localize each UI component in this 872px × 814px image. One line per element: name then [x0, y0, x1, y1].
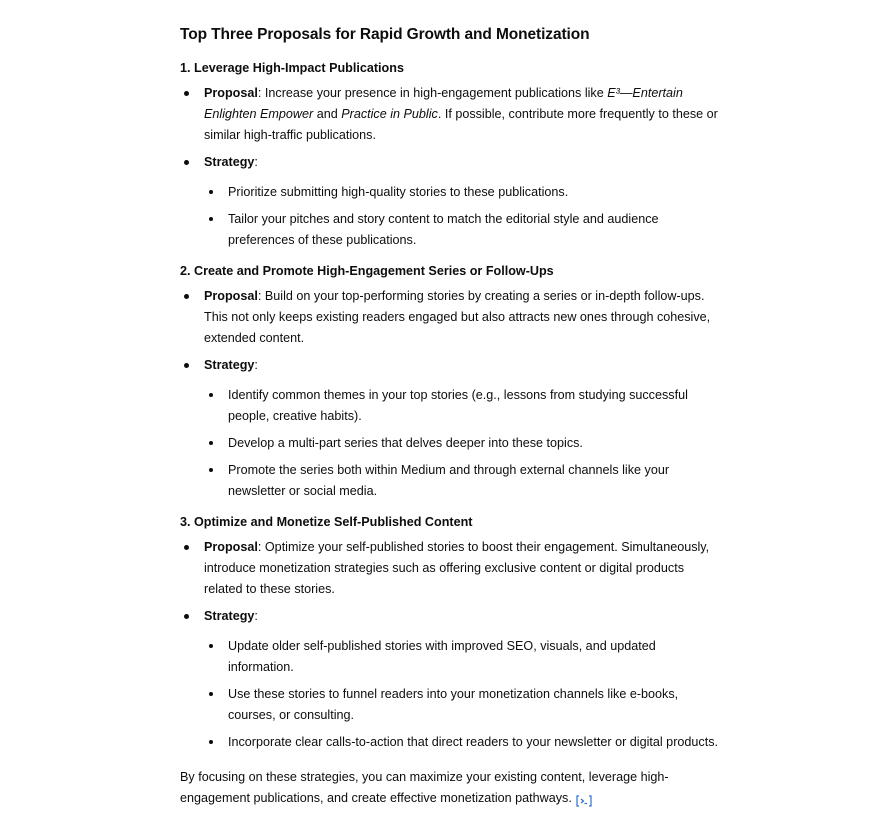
proposal-label: Proposal	[204, 540, 258, 554]
proposal-text: and	[313, 107, 342, 121]
publication-name: E³—Entertain Enlighten Empower	[204, 86, 683, 121]
proposal-label: Proposal	[204, 86, 258, 100]
list-item: Update older self-published stories with improved SEO, visuals, and updated information.	[204, 636, 725, 678]
closing-text: By focusing on these strategies, you can maximize your existing content, leverage high-engagement publications, and create effective monetization pathways.	[180, 770, 669, 805]
strategy-suffix: :	[254, 155, 258, 169]
proposal-text: . If possible, contribute more frequently to these or similar high-traffic publications.	[204, 107, 718, 142]
section-heading: 3. Optimize and Monetize Self-Published Content	[180, 515, 473, 529]
proposal-item	[180, 537, 725, 600]
proposal-item	[180, 286, 725, 349]
section-heading: 1. Leverage High-Impact Publications	[180, 61, 404, 75]
proposal-item	[180, 83, 725, 146]
strategy-label: Strategy	[204, 155, 255, 169]
proposal-text: : Optimize your self-published stories to boost their engagement. Simultaneously, introduce monetization strategies such as offering exclusive content or digital products related to these stories.	[204, 540, 710, 596]
closing-paragraph	[180, 767, 725, 809]
list-item: Develop a multi-part series that delves deeper into these topics.	[204, 433, 725, 454]
page-title: Top Three Proposals for Rapid Growth and Monetization	[180, 26, 590, 43]
list-item: Promote the series both within Medium and through external channels like your newsletter or social media.	[204, 460, 725, 502]
list-item: Prioritize submitting high-quality stories to these publications.	[204, 182, 725, 203]
bullet-list	[180, 83, 725, 251]
message-content	[180, 24, 725, 809]
list-item: Incorporate clear calls-to-action that direct readers to your newsletter or digital products.	[204, 732, 725, 753]
proposal-label: Proposal	[204, 289, 258, 303]
proposal-text: : Increase your presence in high-engagement publications like	[257, 86, 608, 100]
bullet-list	[180, 286, 725, 502]
bullet-list	[180, 537, 725, 753]
proposal-text: : Build on your top-performing stories by creating a series or in-depth follow-ups. This not only keeps existing readers engaged but also attracts new ones through cohesive, extended content.	[204, 289, 711, 345]
strategy-item	[180, 355, 725, 502]
strategy-item	[180, 152, 725, 251]
strategy-item	[180, 606, 725, 753]
section-2	[180, 261, 725, 502]
section-heading: 2. Create and Promote High-Engagement Series or Follow-Ups	[180, 264, 554, 278]
strategy-suffix: :	[254, 609, 258, 623]
strategy-list	[204, 182, 725, 251]
list-item: Tailor your pitches and story content to match the editorial style and audience preferences of these publications.	[204, 209, 725, 251]
strategy-list	[204, 636, 725, 753]
strategy-label: Strategy	[204, 358, 255, 372]
strategy-label: Strategy	[204, 609, 255, 623]
publication-name: Practice in Public	[341, 107, 438, 121]
list-item: Identify common themes in your top stories (e.g., lessons from studying successful people, creative habits).	[204, 385, 725, 427]
strategy-suffix: :	[254, 358, 258, 372]
section-3	[180, 512, 725, 753]
strategy-list	[204, 385, 725, 502]
section-1	[180, 58, 725, 251]
list-item: Use these stories to funnel readers into your monetization channels like e-books, courses, or consulting.	[204, 684, 725, 726]
